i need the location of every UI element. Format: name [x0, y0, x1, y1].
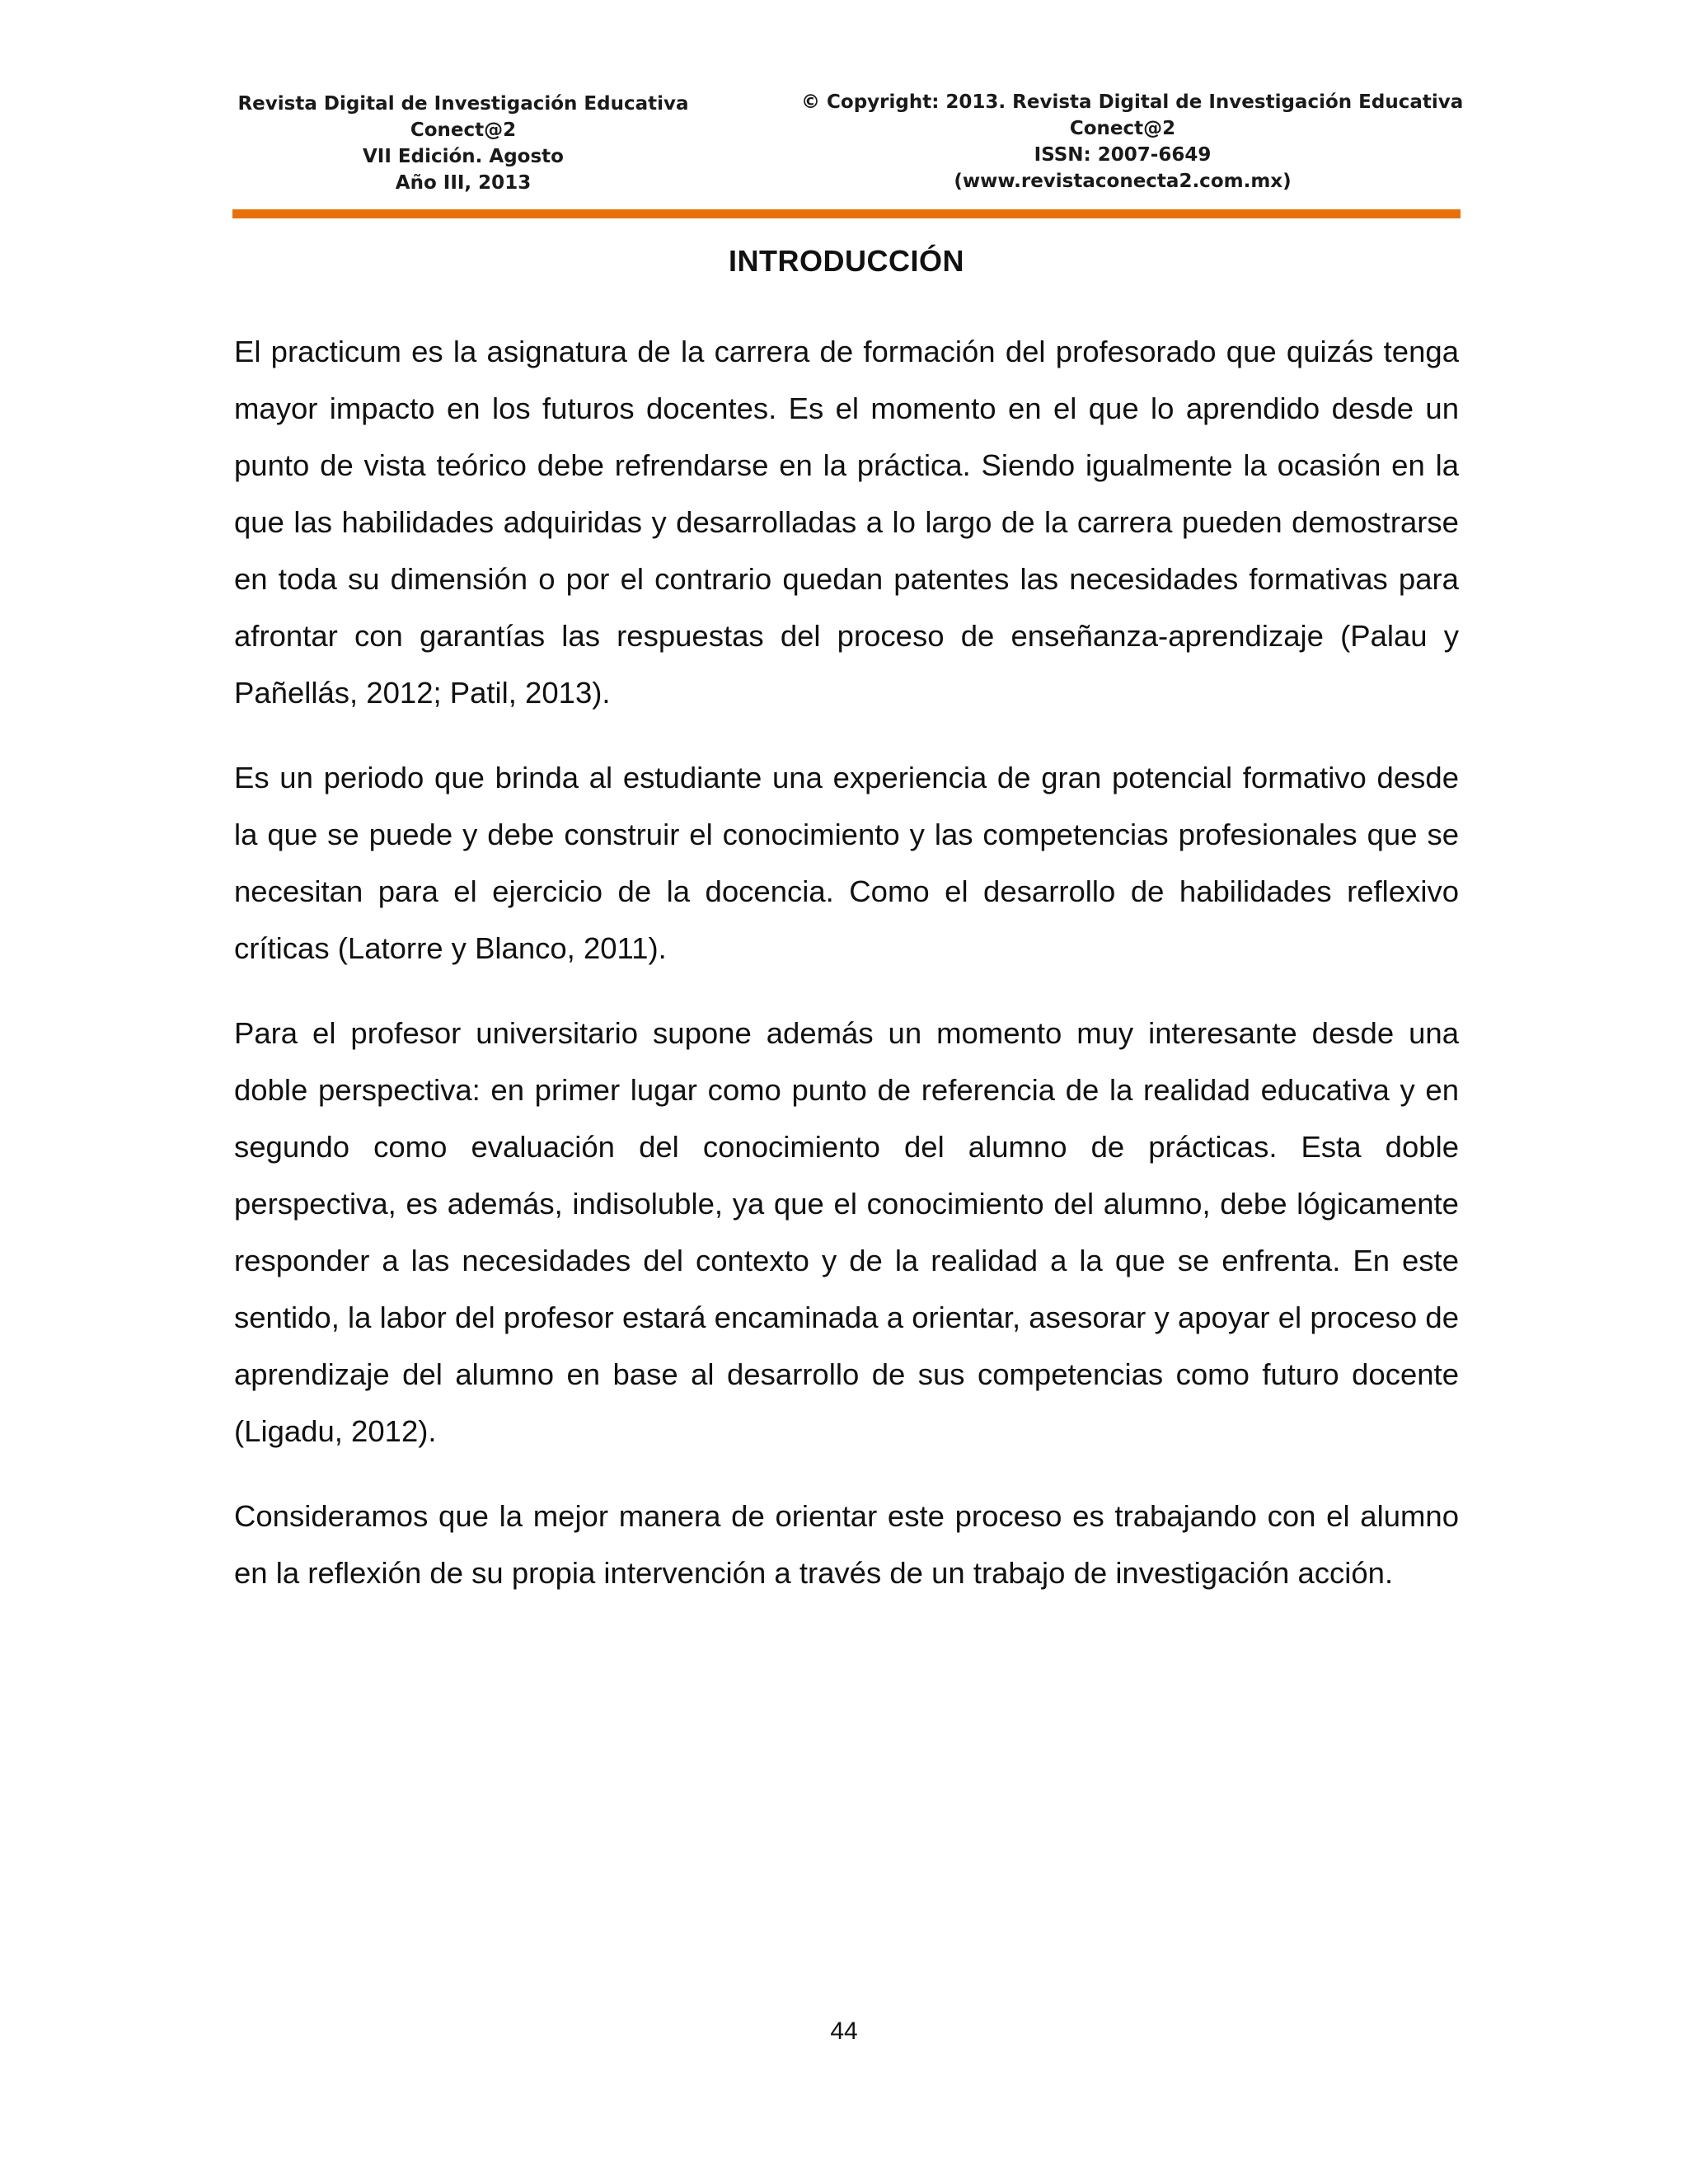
website: (www.revistaconecta2.com.mx) [954, 171, 1292, 192]
edition: VII Edición. Agosto [363, 146, 564, 167]
journal-short-name: Conect@2 [410, 120, 517, 141]
year-volume: Año III, 2013 [395, 172, 532, 194]
page-header [232, 91, 1464, 206]
copyright-line: © Copyright: 2013. Revista Digital de Investigación Educativa [801, 91, 1464, 113]
body-text [234, 323, 1459, 1629]
section-heading: INTRODUCCIÓN [729, 244, 964, 278]
journal-info [232, 91, 694, 196]
page-number: 44 [830, 2018, 858, 2045]
paragraph: Consideramos que la mejor manera de orientar este proceso es trabajando con el alumno en la reflexión de su propia intervención a través de un trabajo de investigación acción. [234, 1499, 1459, 1590]
journal-name: Revista Digital de Investigación Educativa [237, 93, 689, 115]
copyright-journal-short-name: Conect@2 [1069, 118, 1176, 139]
paragraph: Para el profesor universitario supone además un momento muy interesante desde una doble perspectiva: en primer lugar como punto de referencia de la realidad educativa y en segundo como evaluación del conocimiento del alumno de prácticas. Esta doble perspectiva, es además, indisoluble, ya que el conocimiento del alumno, debe lógicamente responder a las necesidades del contexto y de la realidad a la que se enfrenta. En este sentido, la labor del profesor estará encaminada a orientar, asesorar y apoyar el proceso de aprendizaje del alumno en base al desarrollo de sus competencias como futuro docente (Ligadu, 2012). [234, 1016, 1459, 1448]
paragraph: Es un periodo que brinda al estudiante una experiencia de gran potencial formativo desde la que se puede y debe construir el conocimiento y las competencias profesionales que se necesitan para el ejercicio de la docencia. Como el desarrollo de habilidades reflexivo críticas (Latorre y Blanco, 2011). [234, 761, 1459, 965]
header-divider [232, 209, 1461, 218]
issn: ISSN: 2007-6649 [1034, 144, 1212, 166]
paragraph: El practicum es la asignatura de la carrera de formación del profesorado que quizás tenga mayor impacto en los futuros docentes. Es el momento en el que lo aprendido desde un punto de vista teórico debe refrendarse en la práctica. Siendo igualmente la ocasión en la que las habilidades adquiridas y desarrolladas a lo largo de la carrera pueden demostrarse en toda su dimensión o por el contrario quedan patentes las necesidades formativas para afrontar con garantías las respuestas del proceso de enseñanza-aprendizaje (Palau y Pañellás, 2012; Patil, 2013). [234, 335, 1459, 710]
copyright-info [801, 89, 1464, 194]
